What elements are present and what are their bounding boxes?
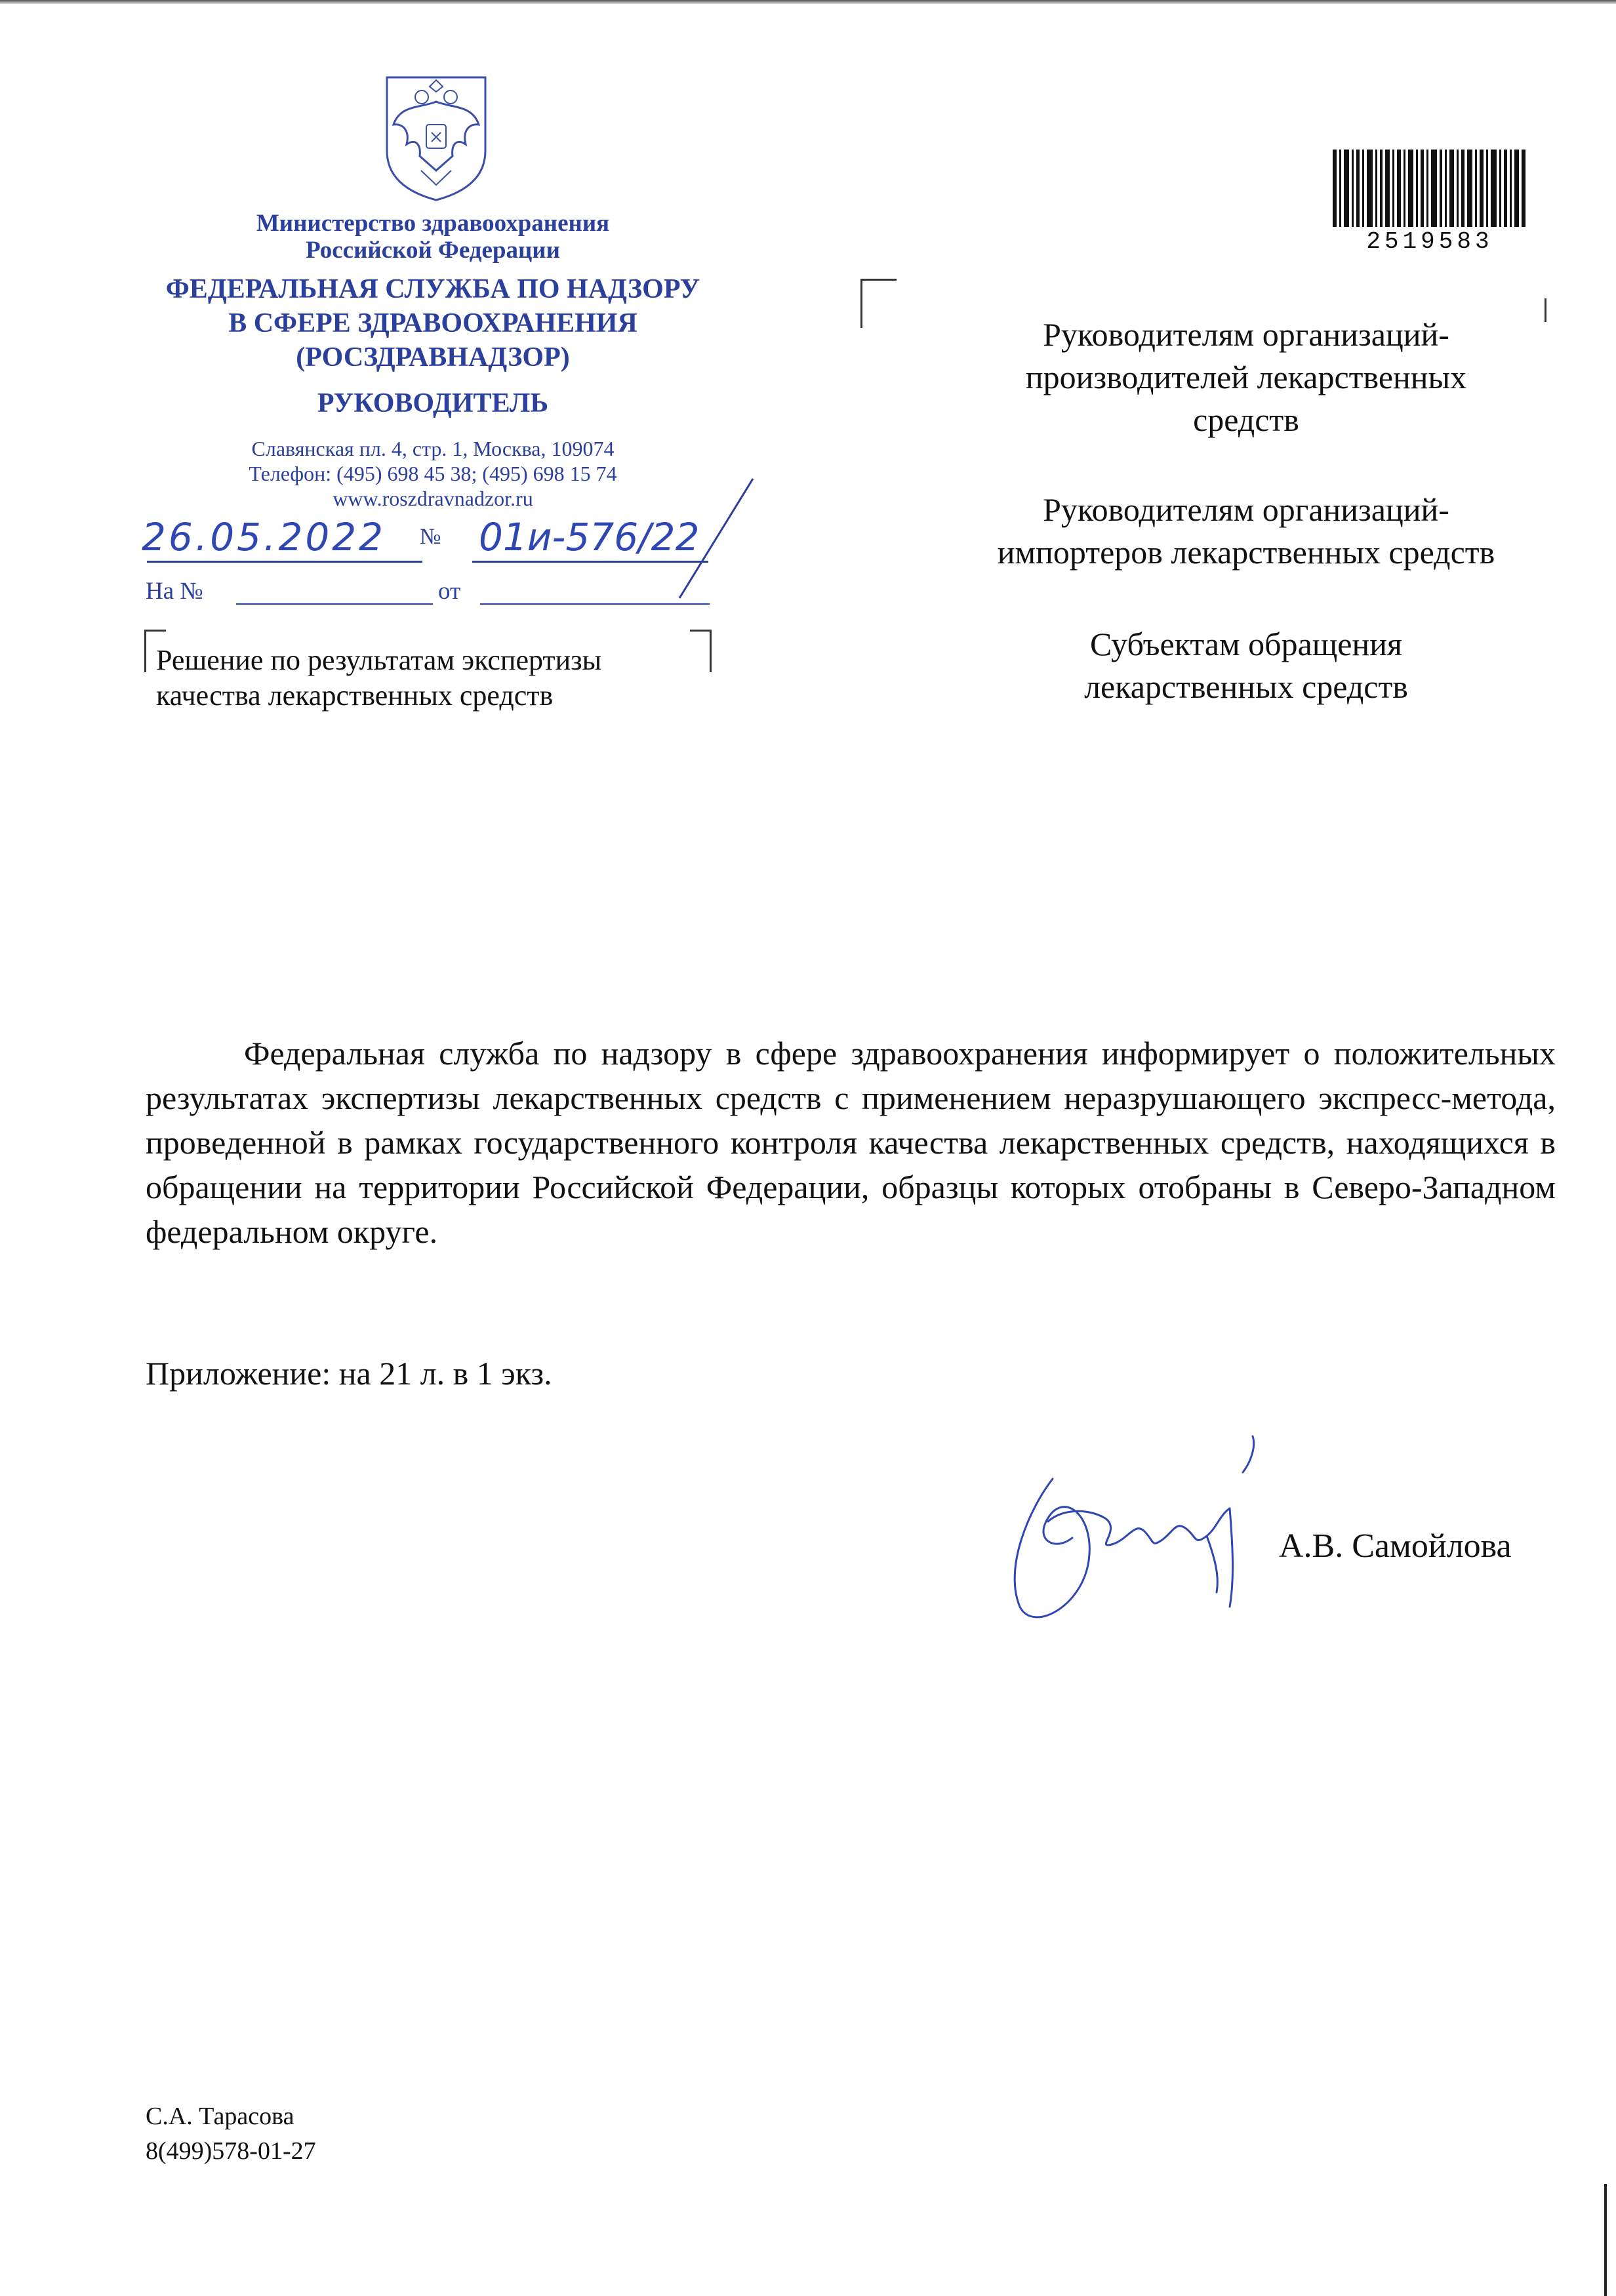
subject-line: Решение по результатам экспертизы <box>156 644 602 676</box>
recipient-line: Руководителям организаций- <box>1043 316 1449 353</box>
attachment-note: Приложение: на 21 л. в 1 экз. <box>146 1355 552 1392</box>
service-line: (РОСЗДРАВНАДЗОР) <box>296 342 570 373</box>
registration-number: 01и-576/22 <box>479 515 700 559</box>
letter-body: Федеральная служба по надзору в сфере здравоохранения информирует о положительных результатах экспертизы лекарственных средств с применением неразрушающего экспресс-метода, проведенной в рамках государственного контроля качества лекарственных средств, находящихся в обращении на территории Российской Федерации, образцы которых отобраны в Северо-Западном федеральном округе. <box>146 1035 1556 1250</box>
reply-from-label: от <box>438 578 461 605</box>
recipient-block <box>918 623 1574 708</box>
recipient-line: средств <box>1193 401 1299 438</box>
recipient-line: Субъектам обращения <box>1090 626 1402 662</box>
letter-subject <box>156 643 746 714</box>
reply-from-underline <box>480 603 710 605</box>
recipient-block <box>918 489 1574 574</box>
number-underline <box>472 561 708 563</box>
coat-of-arms-icon <box>380 72 492 203</box>
address-phone: Телефон: (495) 698 45 38; (495) 698 15 74 <box>249 462 617 485</box>
scan-right-edge <box>1604 2184 1607 2296</box>
recipient-line: лекарственных средств <box>1084 668 1408 705</box>
service-line: В СФЕРЕ ЗДРАВООХРАНЕНИЯ <box>228 308 637 338</box>
service-name <box>131 272 735 374</box>
recipient-line: Руководителям организаций- <box>1043 491 1449 528</box>
ministry-line: Российской Федерации <box>306 237 560 264</box>
date-underline <box>147 561 422 563</box>
registration-number-label: № <box>420 525 441 549</box>
subject-line: качества лекарственных средств <box>156 679 554 712</box>
recipient-block <box>918 313 1574 441</box>
reply-to-underline <box>236 603 433 605</box>
service-address <box>131 436 735 511</box>
executor-name: С.А. Тарасова <box>146 2103 294 2130</box>
scan-top-edge <box>0 0 1616 4</box>
reply-to-label: На № <box>146 578 203 605</box>
signer-name: А.В. Самойлова <box>1279 1527 1512 1565</box>
barcode-icon <box>1331 150 1528 227</box>
ministry-name <box>131 210 735 264</box>
head-title: РУКОВОДИТЕЛЬ <box>317 388 549 418</box>
recipient-line: импортеров лекарственных средств <box>997 534 1495 571</box>
barcode-number: 2519583 <box>1366 228 1493 255</box>
registration-date: 26.05.2022 <box>142 515 386 559</box>
address-street: Славянская пл. 4, стр. 1, Москва, 109074 <box>251 437 615 460</box>
executor-phone: 8(499)578-01-27 <box>146 2137 316 2165</box>
address-bracket-left <box>860 279 897 328</box>
handwritten-signature <box>990 1410 1292 1633</box>
service-line: ФЕДЕРАЛЬНАЯ СЛУЖБА ПО НАДЗОРУ <box>165 274 700 304</box>
address-website: www.roszdravnadzor.ru <box>333 487 533 510</box>
ministry-line: Министерство здравоохранения <box>256 210 610 237</box>
recipient-line: производителей лекарственных <box>1025 359 1467 395</box>
